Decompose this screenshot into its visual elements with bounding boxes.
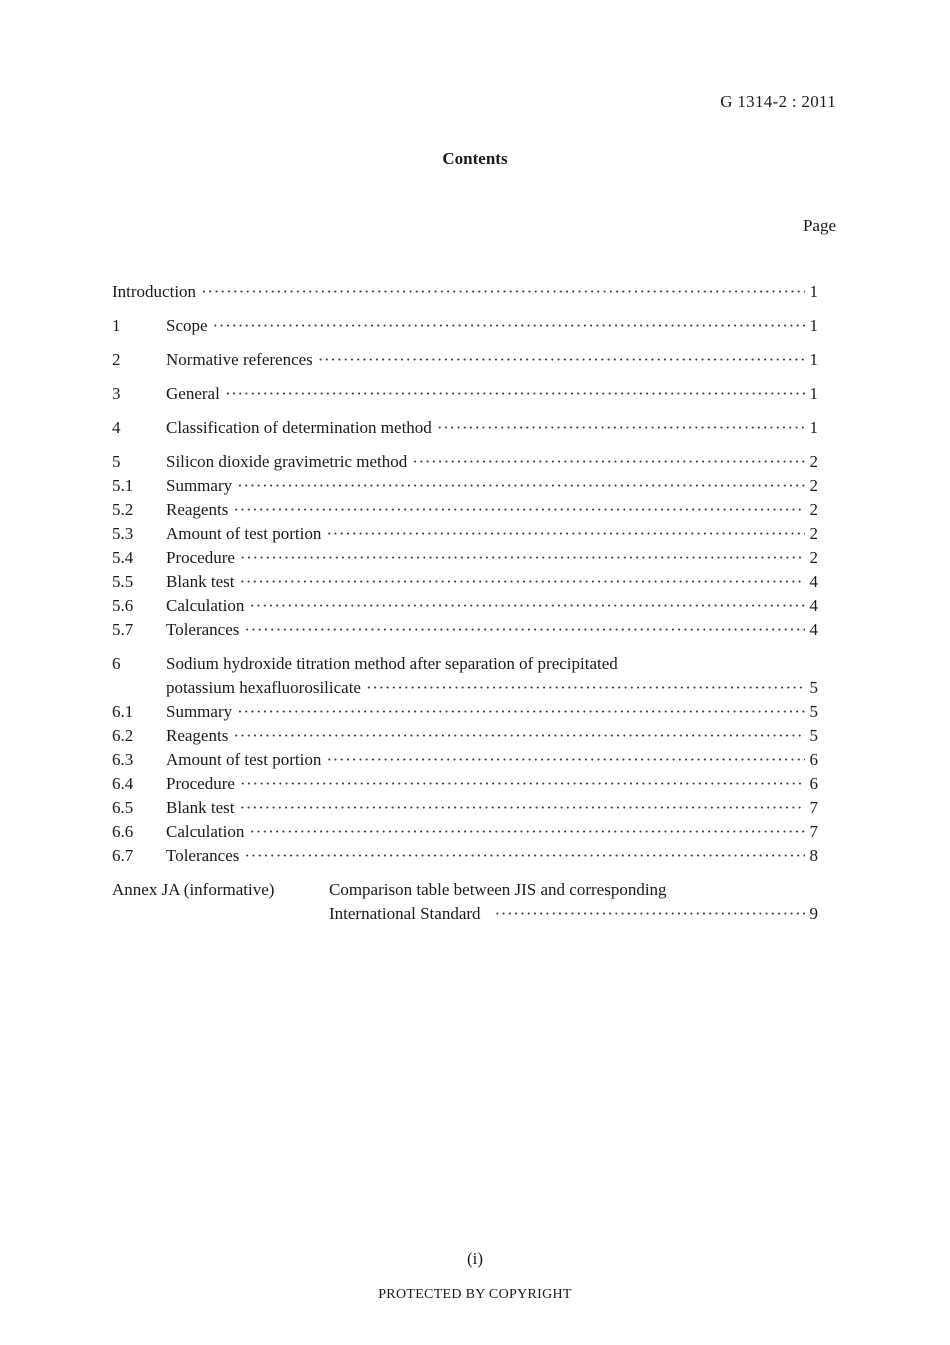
leader-dots [326, 748, 805, 772]
toc-entry-title: Procedure [166, 548, 235, 567]
toc-entry-title: Tolerances [166, 846, 240, 865]
page-column-label: Page [802, 216, 836, 235]
copyright-notice: PROTECTED BY COPYRIGHT [378, 1287, 572, 1302]
toc-entry-introduction[interactable] [112, 280, 818, 304]
toc-entry-6-1-summary[interactable] [112, 700, 818, 724]
toc-entry-6-4-procedure[interactable] [112, 772, 818, 796]
toc-entry-title: Reagents [166, 500, 229, 519]
toc-entry-annex-ja-cont[interactable] [112, 902, 818, 926]
toc-page-number: 4 [809, 596, 818, 615]
toc-entry-title: Procedure [166, 774, 235, 793]
toc-entry-classification[interactable] [112, 416, 818, 440]
toc-entry-normative-references[interactable] [112, 348, 818, 372]
document-id: G 1314-2 : 2011 [720, 92, 836, 111]
toc-page-number: 2 [809, 452, 818, 471]
toc-entry-title: Summary [166, 476, 233, 495]
leader-dots [244, 844, 805, 868]
toc-entry-title: Blank test [166, 572, 235, 591]
annex-label: Annex JA (informative) [112, 880, 275, 899]
toc-entry-5-1-summary[interactable] [112, 474, 818, 498]
toc-entry-annex-ja[interactable] [112, 878, 818, 902]
leader-dots [237, 700, 805, 724]
toc-page-number: 2 [809, 524, 818, 543]
toc-section-number: 6.1 [112, 702, 134, 721]
toc-section-number: 5.7 [112, 620, 134, 639]
toc-entry-title: Reagents [166, 726, 229, 745]
leader-dots [412, 450, 805, 474]
toc-entry-5-6-calculation[interactable] [112, 594, 818, 618]
toc-entry-title: Tolerances [166, 620, 240, 639]
toc-page-number: 1 [809, 316, 818, 335]
toc-entry-title: Normative references [166, 350, 313, 369]
toc-page-number: 1 [809, 384, 818, 403]
toc-section-number: 5.6 [112, 596, 134, 615]
leader-dots [326, 522, 805, 546]
toc-entry-title: Summary [166, 702, 233, 721]
leader-dots [213, 314, 805, 338]
leader-dots [237, 474, 805, 498]
toc-entry-6-2-reagents[interactable] [112, 724, 818, 748]
toc-page-number: 5 [809, 678, 818, 697]
toc-page-number: 1 [809, 350, 818, 369]
toc-page-number: 7 [809, 798, 818, 817]
toc-entry-6-7-tolerances[interactable] [112, 844, 818, 868]
toc-entry-6-6-calculation[interactable] [112, 820, 818, 844]
toc-entry-title-line1: Comparison table between JIS and corresponding [329, 880, 667, 899]
leader-dots [244, 618, 805, 642]
toc-entry-5-5-blank-test[interactable] [112, 570, 818, 594]
toc-entry-general[interactable] [112, 382, 818, 406]
toc-entry-title-line2: potassium hexafluorosilicate [166, 678, 361, 697]
toc-section-number: 6 [112, 654, 121, 673]
leader-dots [249, 820, 805, 844]
toc-section-number: 5.2 [112, 500, 134, 519]
toc-section-number: 6.2 [112, 726, 134, 745]
toc-page-number: 1 [809, 418, 818, 437]
leader-dots [318, 348, 805, 372]
leader-dots [249, 594, 805, 618]
leader-dots [437, 416, 805, 440]
toc-entry-5-3-amount[interactable] [112, 522, 818, 546]
toc-entry-5-2-reagents[interactable] [112, 498, 818, 522]
leader-dots [201, 280, 805, 304]
toc-page-number: 2 [809, 500, 818, 519]
toc-page-number: 9 [809, 904, 818, 923]
leader-dots [366, 676, 805, 700]
toc-section-number: 4 [112, 418, 121, 437]
toc-section-number: 5.4 [112, 548, 134, 567]
toc-entry-scope[interactable] [112, 314, 818, 338]
leader-dots [495, 902, 805, 926]
toc-section-number: 5.3 [112, 524, 134, 543]
toc-entry-title: Introduction [112, 282, 197, 301]
page-number: (i) [466, 1249, 484, 1268]
leader-dots [240, 546, 805, 570]
toc-section-number: 6.4 [112, 774, 134, 793]
toc-entry-title: Scope [166, 316, 208, 335]
toc-entry-title-line2: International Standard [329, 904, 481, 923]
toc-section-number: 5.5 [112, 572, 134, 591]
leader-dots [233, 498, 805, 522]
leader-dots [240, 772, 805, 796]
leader-dots [239, 796, 805, 820]
toc-page-number: 2 [809, 548, 818, 567]
leader-dots [239, 570, 805, 594]
toc-entry-6-3-amount[interactable] [112, 748, 818, 772]
toc-section-number: 5.1 [112, 476, 134, 495]
leader-dots [233, 724, 805, 748]
toc-page-number: 1 [809, 282, 818, 301]
toc-entry-sodium-hydroxide-titration-cont[interactable] [112, 676, 818, 700]
toc-page-number: 7 [809, 822, 818, 841]
toc-section-number: 1 [112, 316, 121, 335]
toc-entry-title: Classification of determination method [166, 418, 432, 437]
leader-dots [225, 382, 805, 406]
toc-entry-title-line1: Sodium hydroxide titration method after separation of precipitated [166, 654, 618, 673]
toc-entry-sodium-hydroxide-titration[interactable] [112, 652, 818, 676]
toc-section-number: 5 [112, 452, 121, 471]
toc-page-number: 6 [809, 774, 818, 793]
toc-section-number: 3 [112, 384, 121, 403]
toc-section-number: 6.6 [112, 822, 134, 841]
toc-page-number: 4 [809, 572, 818, 591]
toc-page-number: 5 [809, 726, 818, 745]
toc-entry-title: Calculation [166, 596, 245, 615]
toc-section-number: 6.5 [112, 798, 134, 817]
toc-entry-5-4-procedure[interactable] [112, 546, 818, 570]
toc-entry-silicon-dioxide-gravimetric[interactable] [112, 450, 818, 474]
toc-page-number: 4 [809, 620, 818, 639]
toc-entry-title: Silicon dioxide gravimetric method [166, 452, 408, 471]
toc-entry-6-5-blank-test[interactable] [112, 796, 818, 820]
toc-entry-title: General [166, 384, 220, 403]
contents-title: Contents [442, 149, 508, 168]
toc-entry-title: Calculation [166, 822, 245, 841]
toc-section-number: 2 [112, 350, 121, 369]
toc-page-number: 5 [809, 702, 818, 721]
toc-entry-title: Amount of test portion [166, 750, 322, 769]
toc-section-number: 6.7 [112, 846, 134, 865]
toc-page-number: 2 [809, 476, 818, 495]
table-of-contents [112, 280, 818, 926]
toc-section-number: 6.3 [112, 750, 134, 769]
toc-entry-5-7-tolerances[interactable] [112, 618, 818, 642]
toc-page-number: 8 [809, 846, 818, 865]
toc-entry-title: Blank test [166, 798, 235, 817]
toc-entry-title: Amount of test portion [166, 524, 322, 543]
toc-page-number: 6 [809, 750, 818, 769]
